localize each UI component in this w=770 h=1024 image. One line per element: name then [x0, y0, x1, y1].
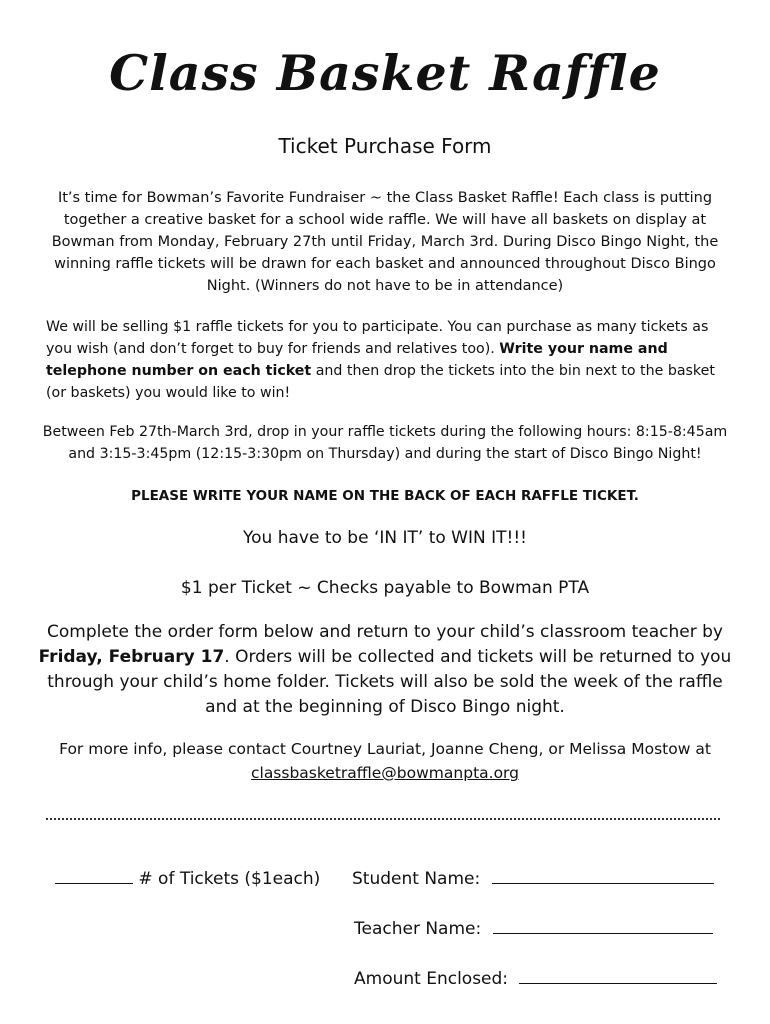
contact-paragraph [35, 737, 735, 785]
page-title: Class Basket Raffle [109, 44, 661, 102]
order-deadline: Friday, February 17 [38, 647, 225, 667]
order-text-start: Complete the order form below and return to your child’s classroom teacher by [47, 622, 723, 642]
student-name-label: Student Name: [352, 869, 481, 889]
order-text-end: . Orders will be collected and tickets will be returned to you through your child’s home folder. Tickets will also be sold the week of the raffle and at the beginning of Disco Bingo night. [47, 647, 732, 717]
teacher-name-blank[interactable] [493, 915, 713, 934]
selling-emphasis: Write your name and telephone number on each ticket [46, 341, 668, 379]
selling-text-start: We will be selling $1 raffle tickets for you to participate. You can purchase as many tickets as you wish (and don’t forget to buy for friends and relatives too). [46, 319, 709, 357]
contact-email-link[interactable]: classbasketraffle@bowmanpta.org [250, 764, 519, 782]
teacher-name-field [354, 915, 713, 941]
name-notice: PLEASE WRITE YOUR NAME ON THE BACK OF EACH RAFFLE TICKET. [131, 488, 639, 504]
selling-text-end: and then drop the tickets into the bin next to the basket (or baskets) you would like to win! [46, 363, 715, 401]
hours-paragraph: Between Feb 27th-March 3rd, drop in your raffle tickets during the following hours: 8:15-8:45am and 3:15-3:45pm (12:15-3:30pm on Thursday) and during the start of Disco Bingo Night! [42, 424, 728, 462]
order-paragraph [35, 620, 735, 720]
tickets-label: # of Tickets ($1each) [138, 869, 321, 889]
slogan-line: You have to be ‘IN IT’ to WIN IT!!! [243, 528, 527, 548]
student-name-field [352, 865, 714, 891]
tickets-count-blank[interactable] [55, 865, 133, 884]
form-subtitle: Ticket Purchase Form [278, 134, 492, 158]
student-name-blank[interactable] [492, 865, 714, 884]
tickets-field [55, 865, 320, 891]
price-line: $1 per Ticket ~ Checks payable to Bowman PTA [180, 578, 590, 598]
amount-enclosed-field [354, 965, 717, 991]
amount-enclosed-label: Amount Enclosed: [354, 969, 509, 989]
intro-paragraph: It’s time for Bowman’s Favorite Fundraiser ~ the Class Basket Raffle! Each class is putting together a creative basket for a school wide raffle. We will have all baskets on display at Bowman from Monday, February 27th until Friday, March 3rd. During Disco Bingo Night, the winning raffle tickets will be drawn for each basket and announced throughout Disco Bingo Night. (Winners do not have to be in attendance) [51, 190, 719, 294]
contact-text: For more info, please contact Courtney Lauriat, Joanne Cheng, or Melissa Mostow at [59, 740, 711, 758]
selling-paragraph [46, 316, 730, 404]
amount-enclosed-blank[interactable] [519, 965, 717, 984]
teacher-name-label: Teacher Name: [354, 919, 482, 939]
cut-line-divider [46, 818, 720, 820]
